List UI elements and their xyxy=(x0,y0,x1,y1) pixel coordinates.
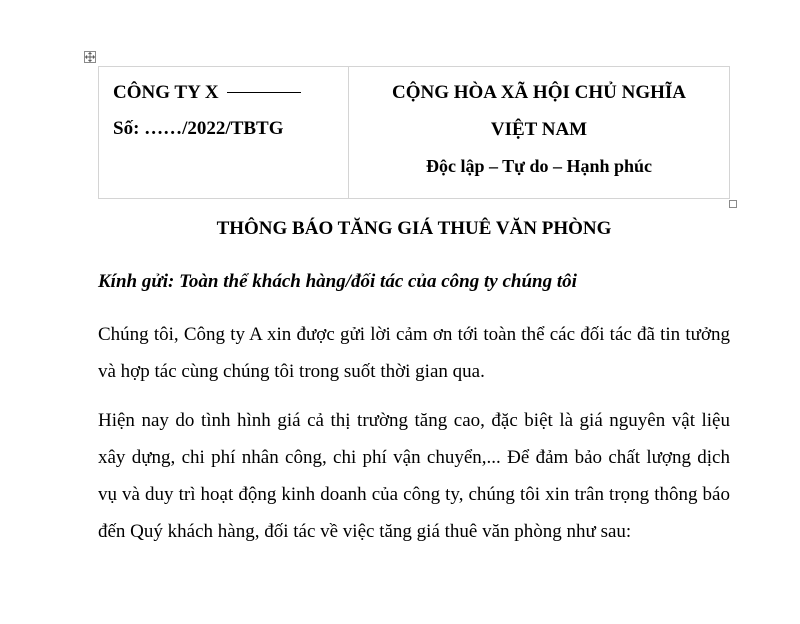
salutation: Kính gửi: Toàn thể khách hàng/đối tác của công ty chúng tôi xyxy=(98,271,577,292)
national-title-line-2: VIỆT NAM xyxy=(490,119,588,140)
header-left-cell xyxy=(99,67,349,199)
company-name: CÔNG TY X xyxy=(113,82,219,103)
document-header-table xyxy=(98,66,730,199)
national-title xyxy=(349,74,729,148)
table-resize-handle[interactable] xyxy=(729,200,737,208)
document-number: Số: ……/2022/TBTG xyxy=(113,118,284,139)
header-right-cell xyxy=(349,67,730,199)
national-motto: Độc lập – Tự do – Hạnh phúc xyxy=(425,156,653,176)
body-paragraph: Chúng tôi, Công ty A xin được gửi lời cảm ơn tới toàn thể các đối tác đã tin tưởng và hợp tác cùng chúng tôi trong suốt thời gian qua. xyxy=(98,324,730,382)
table-move-handle-icon[interactable] xyxy=(84,51,96,63)
company-name-line xyxy=(113,82,348,104)
body-paragraph: Hiện nay do tình hình giá cả thị trường tăng cao, đặc biệt là giá nguyên vật liệu xây dựng, chi phí nhân công, chi phí vận chuyển,... Để đảm bảo chất lượng dịch vụ và duy trì hoạt động kinh doanh của công ty, chúng tôi xin trân trọng thông báo đến Quý khách hàng, đối tác về việc tăng giá thuê văn phòng như sau: xyxy=(98,410,730,542)
national-title-line-1: CỘNG HÒA XÃ HỘI CHỦ NGHĨA xyxy=(392,82,686,103)
document-title: THÔNG BÁO TĂNG GIÁ THUÊ VĂN PHÒNG xyxy=(216,218,612,239)
company-underline-rule xyxy=(227,92,301,93)
